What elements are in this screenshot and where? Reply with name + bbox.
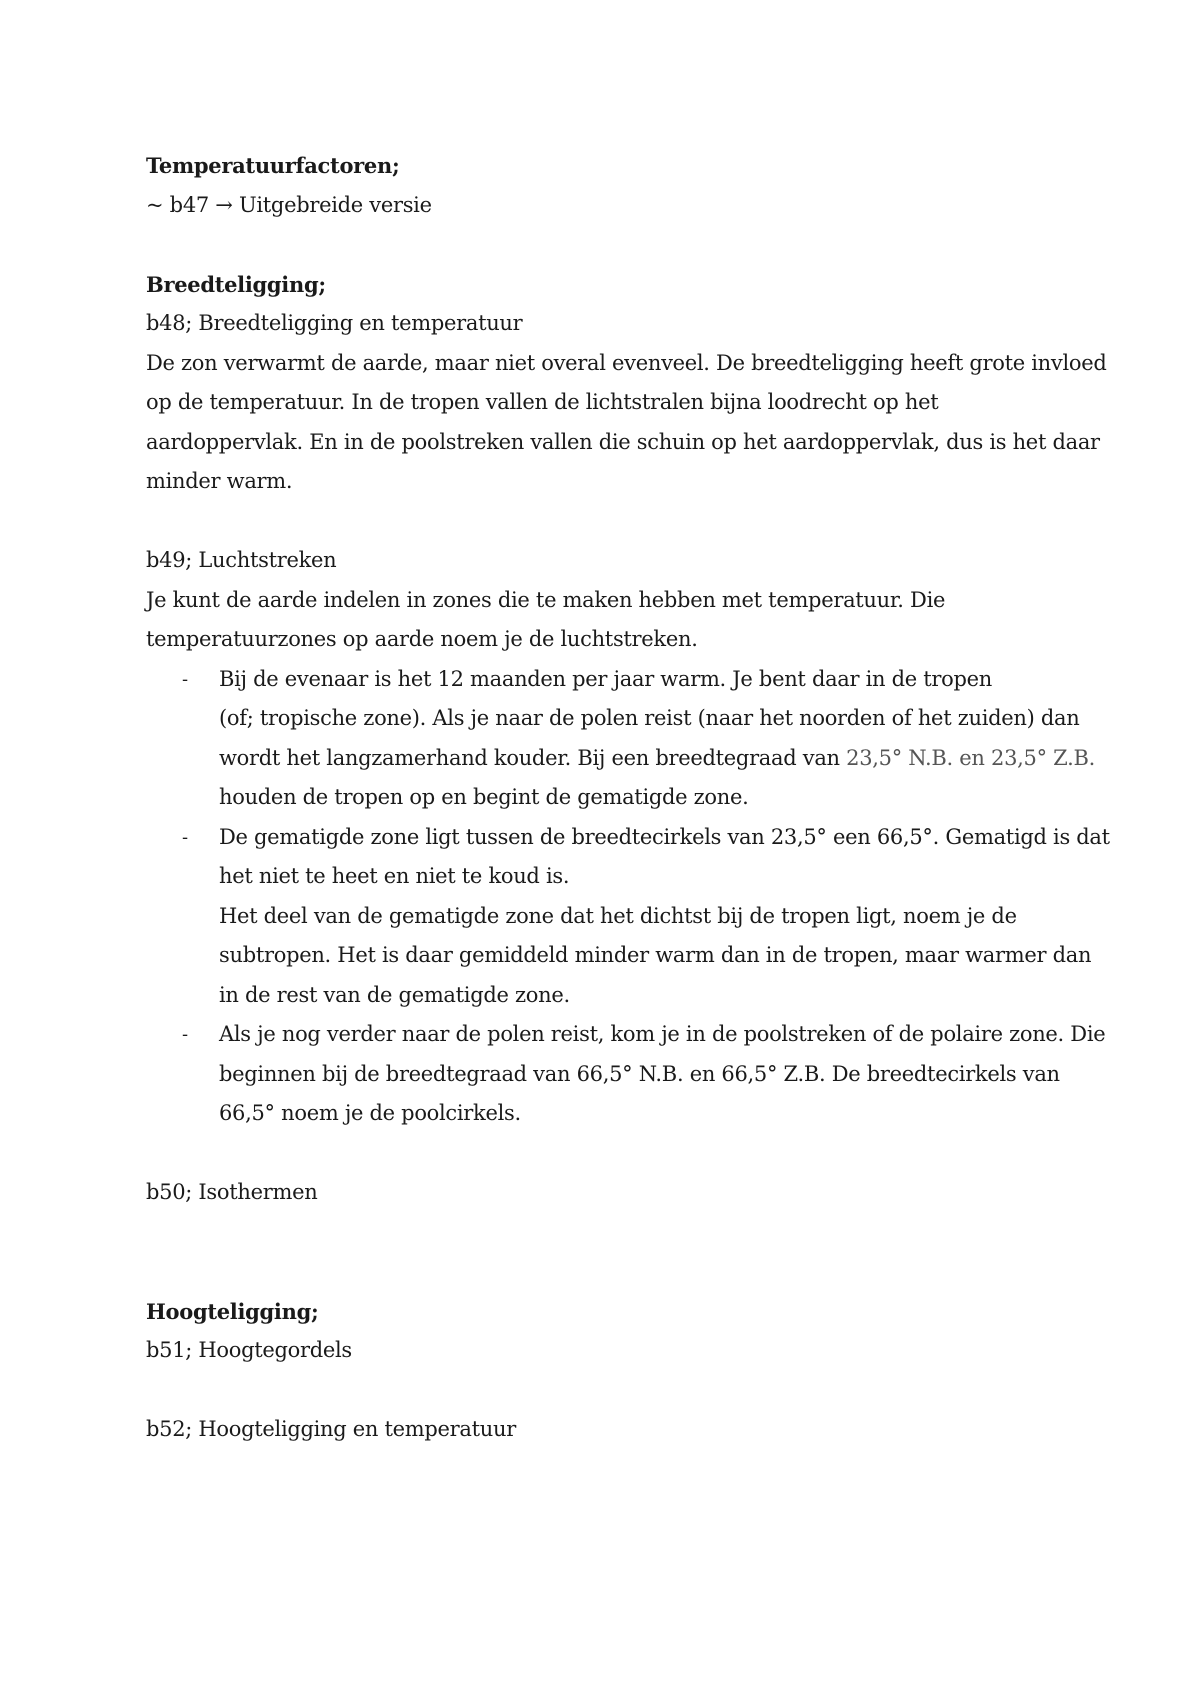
list-item <box>146 818 1110 1016</box>
spacer <box>146 1213 1076 1253</box>
paragraph-line: temperatuurzones op aarde noem je de luchtstreken. <box>146 627 698 651</box>
subsection-label-b49: b49; Luchtstreken <box>146 548 337 572</box>
bullet-marker: - <box>182 826 188 848</box>
paragraph-line: Je kunt de aarde indelen in zones die te maken hebben met temperatuur. Die <box>146 587 946 612</box>
subsection-label-b50: b50; Isothermen <box>146 1180 318 1204</box>
list-item-line: Bij de evenaar is het 12 maanden per jaar warm. Je bent daar in de tropen <box>219 666 993 691</box>
paragraph-line: aardoppervlak. En in de poolstreken vallen die schuin op het aardoppervlak, dus is het daar <box>146 429 1100 454</box>
spacer <box>146 1252 1076 1292</box>
document-content <box>146 146 1110 1450</box>
bullet-list <box>146 660 1110 1134</box>
list-item-line: beginnen bij de breedtegraad van 66,5° N.B. en 66,5° Z.B. De breedtecirkels van <box>219 1061 1060 1086</box>
subsection-label-b52: b52; Hoogteligging en temperatuur <box>146 1417 516 1441</box>
paragraph-line: De zon verwarmt de aarde, maar niet overal evenveel. De breedteligging heeft grote invloed <box>146 350 1107 375</box>
page-title: Temperatuurfactoren; <box>146 153 400 178</box>
paragraph-line: minder warm. <box>146 469 293 493</box>
list-item-text: wordt het langzamerhand kouder. Bij een breedtegraad van <box>219 745 847 770</box>
list-item-line: in de rest van de gematigde zone. <box>219 982 570 1007</box>
list-item-line: subtropen. Het is daar gemiddeld minder warm dan in de tropen, maar warmer dan <box>219 943 1092 967</box>
coordinate-text: 23,5° N.B. en 23,5° Z.B. <box>846 745 1095 770</box>
subsection-label-b51: b51; Hoogtegordels <box>146 1338 352 1362</box>
list-item-line: De gematigde zone ligt tussen de breedtecirkels van 23,5° een 66,5°. Gematigd is dat <box>219 824 1110 849</box>
spacer <box>146 502 1076 542</box>
list-item-line: (of; tropische zone). Als je naar de polen reist (naar het noorden of het zuiden) dan <box>219 706 1080 730</box>
section-heading-hoogteligging: Hoogteligging; <box>146 1298 319 1324</box>
list-item-line: Het deel van de gematigde zone dat het dichtst bij de tropen ligt, noem je de <box>219 903 1017 928</box>
list-item-line: het niet te heet en niet te koud is. <box>219 864 570 888</box>
list-item <box>146 660 1095 818</box>
subsection-label-b48: b48; Breedteligging en temperatuur <box>146 311 523 335</box>
spacer <box>146 1371 1076 1411</box>
bullet-marker: - <box>182 1024 188 1045</box>
paragraph-line: op de temperatuur. In de tropen vallen de lichtstralen bijna loodrecht op het <box>146 390 939 414</box>
spacer <box>146 225 1076 265</box>
bullet-marker: - <box>182 668 188 690</box>
list-item-line: Als je nog verder naar de polen reist, kom je in de poolstreken of de polaire zone. Die <box>219 1022 1106 1046</box>
subtitle: ~ b47 → Uitgebreide versie <box>146 192 432 217</box>
section-heading-breedteligging: Breedteligging; <box>146 271 326 297</box>
list-item-line: 66,5° noem je de poolcirkels. <box>219 1101 521 1125</box>
list-item-line <box>219 739 1095 779</box>
list-item <box>146 1015 1106 1134</box>
spacer <box>146 1134 1076 1174</box>
list-item-line: houden de tropen op en begint de gematigde zone. <box>219 785 749 809</box>
